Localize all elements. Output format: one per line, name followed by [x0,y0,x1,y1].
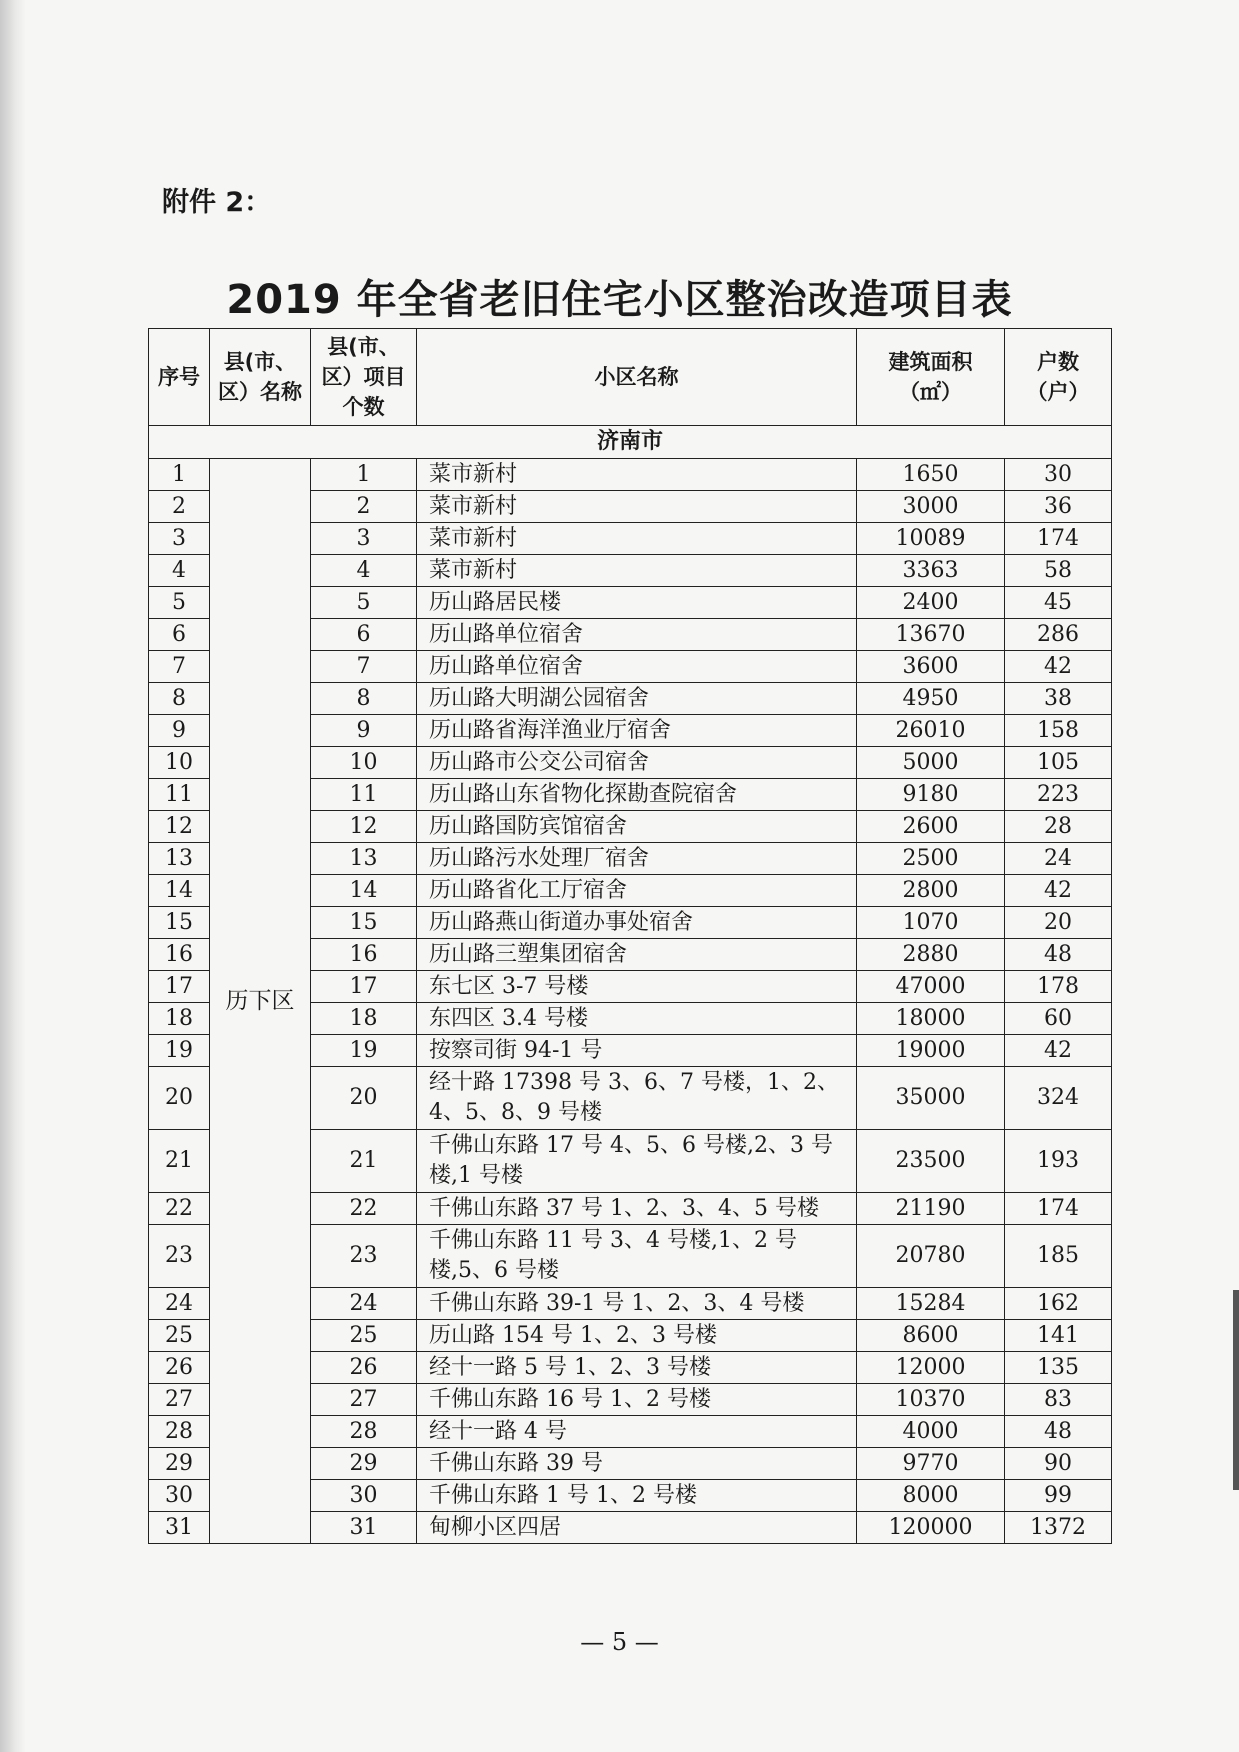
table-row [149,459,1112,491]
cell-area: 8600 [857,1320,1005,1352]
city-name: 济南市 [149,426,1112,459]
cell-area: 10370 [857,1384,1005,1416]
cell-name: 历山路国防宾馆宿舍 [417,811,857,843]
cell-project-count: 19 [311,1035,417,1067]
cell-area: 47000 [857,971,1005,1003]
cell-households: 60 [1005,1003,1112,1035]
cell-seq: 30 [149,1480,210,1512]
page-number: — 5 — [580,1628,659,1656]
cell-name: 经十路 17398 号 3、6、7 号楼，1、2、4、5、8、9 号楼 [417,1067,857,1130]
cell-area: 35000 [857,1067,1005,1130]
cell-name: 历山路大明湖公园宿舍 [417,683,857,715]
cell-project-count: 21 [311,1130,417,1193]
cell-households: 30 [1005,459,1112,491]
cell-project-count: 17 [311,971,417,1003]
cell-seq: 6 [149,619,210,651]
cell-seq: 5 [149,587,210,619]
cell-households: 1372 [1005,1512,1112,1544]
cell-seq: 26 [149,1352,210,1384]
cell-project-count: 16 [311,939,417,971]
cell-name: 千佛山东路 39-1 号 1、2、3、4 号楼 [417,1288,857,1320]
cell-households: 24 [1005,843,1112,875]
cell-area: 9180 [857,779,1005,811]
cell-name: 菜市新村 [417,523,857,555]
cell-project-count: 20 [311,1067,417,1130]
cell-name: 历山路三塑集团宿舍 [417,939,857,971]
cell-households: 185 [1005,1225,1112,1288]
cell-name: 千佛山东路 16 号 1、2 号楼 [417,1384,857,1416]
cell-project-count: 8 [311,683,417,715]
cell-name: 菜市新村 [417,555,857,587]
cell-area: 3363 [857,555,1005,587]
cell-seq: 17 [149,971,210,1003]
cell-project-count: 27 [311,1384,417,1416]
cell-seq: 22 [149,1193,210,1225]
cell-seq: 28 [149,1416,210,1448]
cell-households: 83 [1005,1384,1112,1416]
cell-households: 99 [1005,1480,1112,1512]
header-name: 小区名称 [417,329,857,426]
cell-name: 千佛山东路 37 号 1、2、3、4、5 号楼 [417,1193,857,1225]
cell-name: 千佛山东路 1 号 1、2 号楼 [417,1480,857,1512]
cell-name: 菜市新村 [417,491,857,523]
cell-area: 10089 [857,523,1005,555]
cell-seq: 16 [149,939,210,971]
scan-mark-right [1233,1290,1239,1490]
cell-households: 158 [1005,715,1112,747]
cell-name: 东四区 3.4 号楼 [417,1003,857,1035]
cell-area: 1070 [857,907,1005,939]
cell-households: 135 [1005,1352,1112,1384]
cell-project-count: 22 [311,1193,417,1225]
cell-name: 历山路省化工厅宿舍 [417,875,857,907]
cell-area: 3600 [857,651,1005,683]
cell-area: 5000 [857,747,1005,779]
cell-project-count: 9 [311,715,417,747]
cell-area: 12000 [857,1352,1005,1384]
cell-households: 48 [1005,1416,1112,1448]
cell-households: 42 [1005,1035,1112,1067]
cell-households: 178 [1005,971,1112,1003]
cell-project-count: 2 [311,491,417,523]
cell-seq: 8 [149,683,210,715]
cell-seq: 11 [149,779,210,811]
cell-project-count: 12 [311,811,417,843]
cell-name: 东七区 3-7 号楼 [417,971,857,1003]
cell-seq: 18 [149,1003,210,1035]
cell-project-count: 4 [311,555,417,587]
cell-households: 42 [1005,651,1112,683]
cell-seq: 31 [149,1512,210,1544]
cell-name: 按察司街 94-1 号 [417,1035,857,1067]
cell-households: 58 [1005,555,1112,587]
cell-name: 历山路居民楼 [417,587,857,619]
cell-name: 历山路污水处理厂宿舍 [417,843,857,875]
cell-seq: 9 [149,715,210,747]
table-header-row [149,329,1112,426]
cell-project-count: 23 [311,1225,417,1288]
cell-area: 15284 [857,1288,1005,1320]
cell-area: 4000 [857,1416,1005,1448]
cell-seq: 20 [149,1067,210,1130]
cell-project-count: 13 [311,843,417,875]
cell-seq: 12 [149,811,210,843]
cell-project-count: 30 [311,1480,417,1512]
cell-area: 2880 [857,939,1005,971]
cell-seq: 13 [149,843,210,875]
cell-area: 1650 [857,459,1005,491]
cell-name: 菜市新村 [417,459,857,491]
cell-project-count: 3 [311,523,417,555]
cell-seq: 14 [149,875,210,907]
cell-name: 千佛山东路 11 号 3、4 号楼,1、2 号楼,5、6 号楼 [417,1225,857,1288]
cell-area: 2800 [857,875,1005,907]
cell-seq: 21 [149,1130,210,1193]
cell-area: 19000 [857,1035,1005,1067]
cell-name: 经十一路 5 号 1、2、3 号楼 [417,1352,857,1384]
cell-households: 286 [1005,619,1112,651]
cell-name: 历山路单位宿舍 [417,619,857,651]
cell-households: 38 [1005,683,1112,715]
cell-households: 36 [1005,491,1112,523]
cell-households: 174 [1005,1193,1112,1225]
document-title: 2019 年全省老旧住宅小区整治改造项目表 [226,277,1013,323]
cell-area: 2600 [857,811,1005,843]
cell-households: 324 [1005,1067,1112,1130]
cell-project-count: 26 [311,1352,417,1384]
cell-households: 193 [1005,1130,1112,1193]
cell-name: 经十一路 4 号 [417,1416,857,1448]
attachment-label: 附件 2： [162,187,272,218]
cell-seq: 29 [149,1448,210,1480]
header-households: 户数（户） [1005,329,1112,426]
cell-households: 20 [1005,907,1112,939]
cell-households: 48 [1005,939,1112,971]
cell-seq: 23 [149,1225,210,1288]
cell-area: 2400 [857,587,1005,619]
cell-households: 223 [1005,779,1112,811]
cell-seq: 27 [149,1384,210,1416]
cell-seq: 24 [149,1288,210,1320]
cell-district: 历下区 [210,459,311,1544]
cell-area: 23500 [857,1130,1005,1193]
cell-seq: 10 [149,747,210,779]
cell-area: 9770 [857,1448,1005,1480]
header-seq: 序号 [149,329,210,426]
cell-name: 历山路燕山街道办事处宿舍 [417,907,857,939]
cell-area: 120000 [857,1512,1005,1544]
city-row [149,426,1112,459]
cell-seq: 3 [149,523,210,555]
cell-seq: 25 [149,1320,210,1352]
cell-seq: 4 [149,555,210,587]
cell-name: 历山路市公交公司宿舍 [417,747,857,779]
cell-project-count: 24 [311,1288,417,1320]
cell-project-count: 29 [311,1448,417,1480]
cell-project-count: 31 [311,1512,417,1544]
header-project-count: 县(市、区）项目个数 [311,329,417,426]
cell-households: 174 [1005,523,1112,555]
cell-name: 历山路山东省物化探勘查院宿舍 [417,779,857,811]
cell-project-count: 15 [311,907,417,939]
header-county: 县(市、区）名称 [210,329,311,426]
scan-shadow-left [0,0,26,1752]
cell-area: 13670 [857,619,1005,651]
cell-households: 42 [1005,875,1112,907]
cell-households: 28 [1005,811,1112,843]
cell-area: 2500 [857,843,1005,875]
cell-name: 历山路单位宿舍 [417,651,857,683]
cell-households: 105 [1005,747,1112,779]
cell-households: 90 [1005,1448,1112,1480]
cell-households: 162 [1005,1288,1112,1320]
cell-seq: 2 [149,491,210,523]
cell-name: 千佛山东路 17 号 4、5、6 号楼,2、3 号楼,1 号楼 [417,1130,857,1193]
cell-name: 历山路省海洋渔业厅宿舍 [417,715,857,747]
cell-area: 26010 [857,715,1005,747]
project-table [148,328,1112,1544]
cell-project-count: 6 [311,619,417,651]
cell-area: 8000 [857,1480,1005,1512]
cell-project-count: 18 [311,1003,417,1035]
cell-project-count: 25 [311,1320,417,1352]
cell-seq: 19 [149,1035,210,1067]
cell-households: 141 [1005,1320,1112,1352]
cell-area: 18000 [857,1003,1005,1035]
cell-area: 21190 [857,1193,1005,1225]
cell-name: 甸柳小区四居 [417,1512,857,1544]
cell-project-count: 14 [311,875,417,907]
cell-name: 历山路 154 号 1、2、3 号楼 [417,1320,857,1352]
header-area: 建筑面积（㎡） [857,329,1005,426]
cell-name: 千佛山东路 39 号 [417,1448,857,1480]
cell-project-count: 10 [311,747,417,779]
cell-area: 20780 [857,1225,1005,1288]
cell-project-count: 1 [311,459,417,491]
cell-project-count: 11 [311,779,417,811]
cell-project-count: 28 [311,1416,417,1448]
cell-project-count: 5 [311,587,417,619]
cell-seq: 1 [149,459,210,491]
cell-project-count: 7 [311,651,417,683]
cell-seq: 15 [149,907,210,939]
cell-area: 3000 [857,491,1005,523]
cell-households: 45 [1005,587,1112,619]
cell-area: 4950 [857,683,1005,715]
cell-seq: 7 [149,651,210,683]
